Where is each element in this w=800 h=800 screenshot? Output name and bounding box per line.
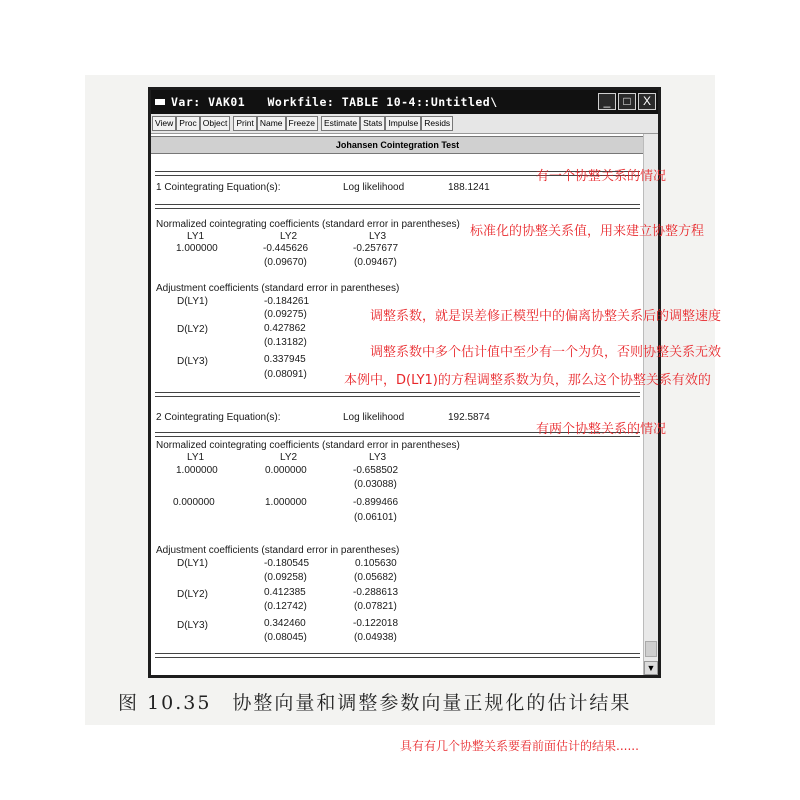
eq2-norm-title: Normalized cointegrating coefficients (standard error in parentheses) bbox=[156, 440, 460, 451]
minimize-button[interactable]: _ bbox=[598, 93, 616, 110]
close-button[interactable]: X bbox=[638, 93, 656, 110]
table-cell: 0.412385 bbox=[264, 587, 306, 598]
table-cell: (0.04938) bbox=[354, 632, 397, 643]
eq1-ll-label: Log likelihood bbox=[343, 182, 405, 193]
separator-line bbox=[155, 653, 640, 658]
table-cell: 0.105630 bbox=[355, 558, 397, 569]
vertical-scrollbar[interactable] bbox=[643, 134, 658, 675]
eq1-norm-title: Normalized cointegrating coefficients (standard error in parentheses) bbox=[156, 219, 460, 230]
figure-caption: 图 10.35 协整向量和调整参数向量正规化的估计结果 bbox=[118, 692, 632, 714]
table-cell: (0.09258) bbox=[264, 572, 307, 583]
adj-row-label: D(LY3) bbox=[177, 356, 208, 367]
table-header: Johansen Cointegration Test bbox=[151, 136, 644, 154]
table-cell: -0.257677 bbox=[353, 243, 399, 254]
col-header: LY1 bbox=[187, 231, 205, 242]
table-cell: -0.184261 bbox=[264, 296, 310, 307]
estimate-button[interactable]: Estimate bbox=[321, 116, 360, 131]
window-client bbox=[151, 114, 658, 675]
col-header: LY2 bbox=[280, 452, 298, 463]
table-cell: (0.09467) bbox=[354, 257, 397, 268]
freeze-button[interactable]: Freeze bbox=[286, 116, 318, 131]
eq1-label: 1 Cointegrating Equation(s): bbox=[156, 182, 281, 193]
table-cell: -0.445626 bbox=[263, 243, 309, 254]
annotation-example: 本例中，D(LY1)的方程调整系数为负，那么这个协整关系有效的 bbox=[344, 373, 711, 388]
eq1-ll-value: 188.1241 bbox=[448, 182, 490, 193]
eq2-adj-title: Adjustment coefficients (standard error in parentheses) bbox=[156, 545, 400, 556]
table-cell: -0.288613 bbox=[353, 587, 399, 598]
scroll-down-arrow-icon[interactable]: ▼ bbox=[644, 661, 658, 675]
table-cell: (0.13182) bbox=[264, 337, 307, 348]
table-cell: (0.03088) bbox=[354, 479, 397, 490]
toolbar bbox=[151, 114, 658, 134]
name-button[interactable]: Name bbox=[257, 116, 286, 131]
separator-line bbox=[155, 392, 640, 397]
window-title: Var: VAK01 Workfile: TABLE 10-4::Untitled\ bbox=[171, 95, 498, 109]
eq2-ll-value: 192.5874 bbox=[448, 412, 490, 423]
adj-row-label: D(LY2) bbox=[177, 324, 208, 335]
print-button[interactable]: Print bbox=[233, 116, 256, 131]
table-cell: 1.000000 bbox=[265, 497, 307, 508]
adj-row-label: D(LY3) bbox=[177, 620, 208, 631]
table-cell: 0.000000 bbox=[265, 465, 307, 476]
maximize-button[interactable]: □ bbox=[618, 93, 636, 110]
impulse-button[interactable]: Impulse bbox=[385, 116, 421, 131]
col-header: LY3 bbox=[369, 231, 387, 242]
table-cell: (0.07821) bbox=[354, 601, 397, 612]
table-cell: 0.342460 bbox=[264, 618, 306, 629]
annotation-two-equations: 有两个协整关系的情况 bbox=[536, 422, 667, 437]
adj-row-label: D(LY1) bbox=[177, 558, 208, 569]
table-cell: -0.180545 bbox=[264, 558, 310, 569]
window-menu-icon[interactable] bbox=[155, 99, 165, 105]
table-cell: 0.427862 bbox=[264, 323, 306, 334]
eq2-label: 2 Cointegrating Equation(s): bbox=[156, 412, 281, 423]
table-cell: -0.899466 bbox=[353, 497, 399, 508]
table-cell: -0.658502 bbox=[353, 465, 399, 476]
table-cell: (0.09670) bbox=[264, 257, 307, 268]
resids-button[interactable]: Resids bbox=[421, 116, 453, 131]
table-cell: 0.000000 bbox=[173, 497, 215, 508]
table-cell: (0.08045) bbox=[264, 632, 307, 643]
title-bar[interactable] bbox=[151, 90, 658, 114]
annotation-one-equation: 有一个协整关系的情况 bbox=[536, 169, 667, 184]
adj-row-label: D(LY1) bbox=[177, 296, 208, 307]
stats-button[interactable]: Stats bbox=[360, 116, 385, 131]
bottom-annotation: 具有有几个协整关系要看前面估计的结果...... bbox=[400, 739, 639, 753]
col-header: LY1 bbox=[187, 452, 205, 463]
table-cell: 1.000000 bbox=[176, 243, 218, 254]
annotation-adjustment: 调整系数，就是误差修正模型中的偏离协整关系后的调整速度 bbox=[370, 309, 722, 324]
table-cell: (0.12742) bbox=[264, 601, 307, 612]
table-cell: (0.06101) bbox=[354, 512, 397, 523]
eq1-adj-title: Adjustment coefficients (standard error in parentheses) bbox=[156, 283, 400, 294]
proc-button[interactable]: Proc bbox=[176, 116, 199, 131]
table-cell: 0.337945 bbox=[264, 354, 306, 365]
adj-row-label: D(LY2) bbox=[177, 589, 208, 600]
eq2-ll-label: Log likelihood bbox=[343, 412, 405, 423]
output-table bbox=[151, 134, 644, 675]
table-cell: (0.09275) bbox=[264, 309, 307, 320]
annotation-normalized: 标准化的协整关系值，用来建立协整方程 bbox=[470, 224, 705, 239]
object-button[interactable]: Object bbox=[200, 116, 231, 131]
separator-line bbox=[155, 204, 640, 209]
table-cell: (0.08091) bbox=[264, 369, 307, 380]
col-header: LY3 bbox=[369, 452, 387, 463]
table-cell: -0.122018 bbox=[353, 618, 399, 629]
col-header: LY2 bbox=[280, 231, 298, 242]
scroll-thumb[interactable] bbox=[645, 641, 657, 657]
annotation-negative-rule: 调整系数中多个估计值中至少有一个为负，否则协整关系无效 bbox=[370, 345, 722, 360]
view-button[interactable]: View bbox=[152, 116, 176, 131]
table-cell: 1.000000 bbox=[176, 465, 218, 476]
table-cell: (0.05682) bbox=[354, 572, 397, 583]
